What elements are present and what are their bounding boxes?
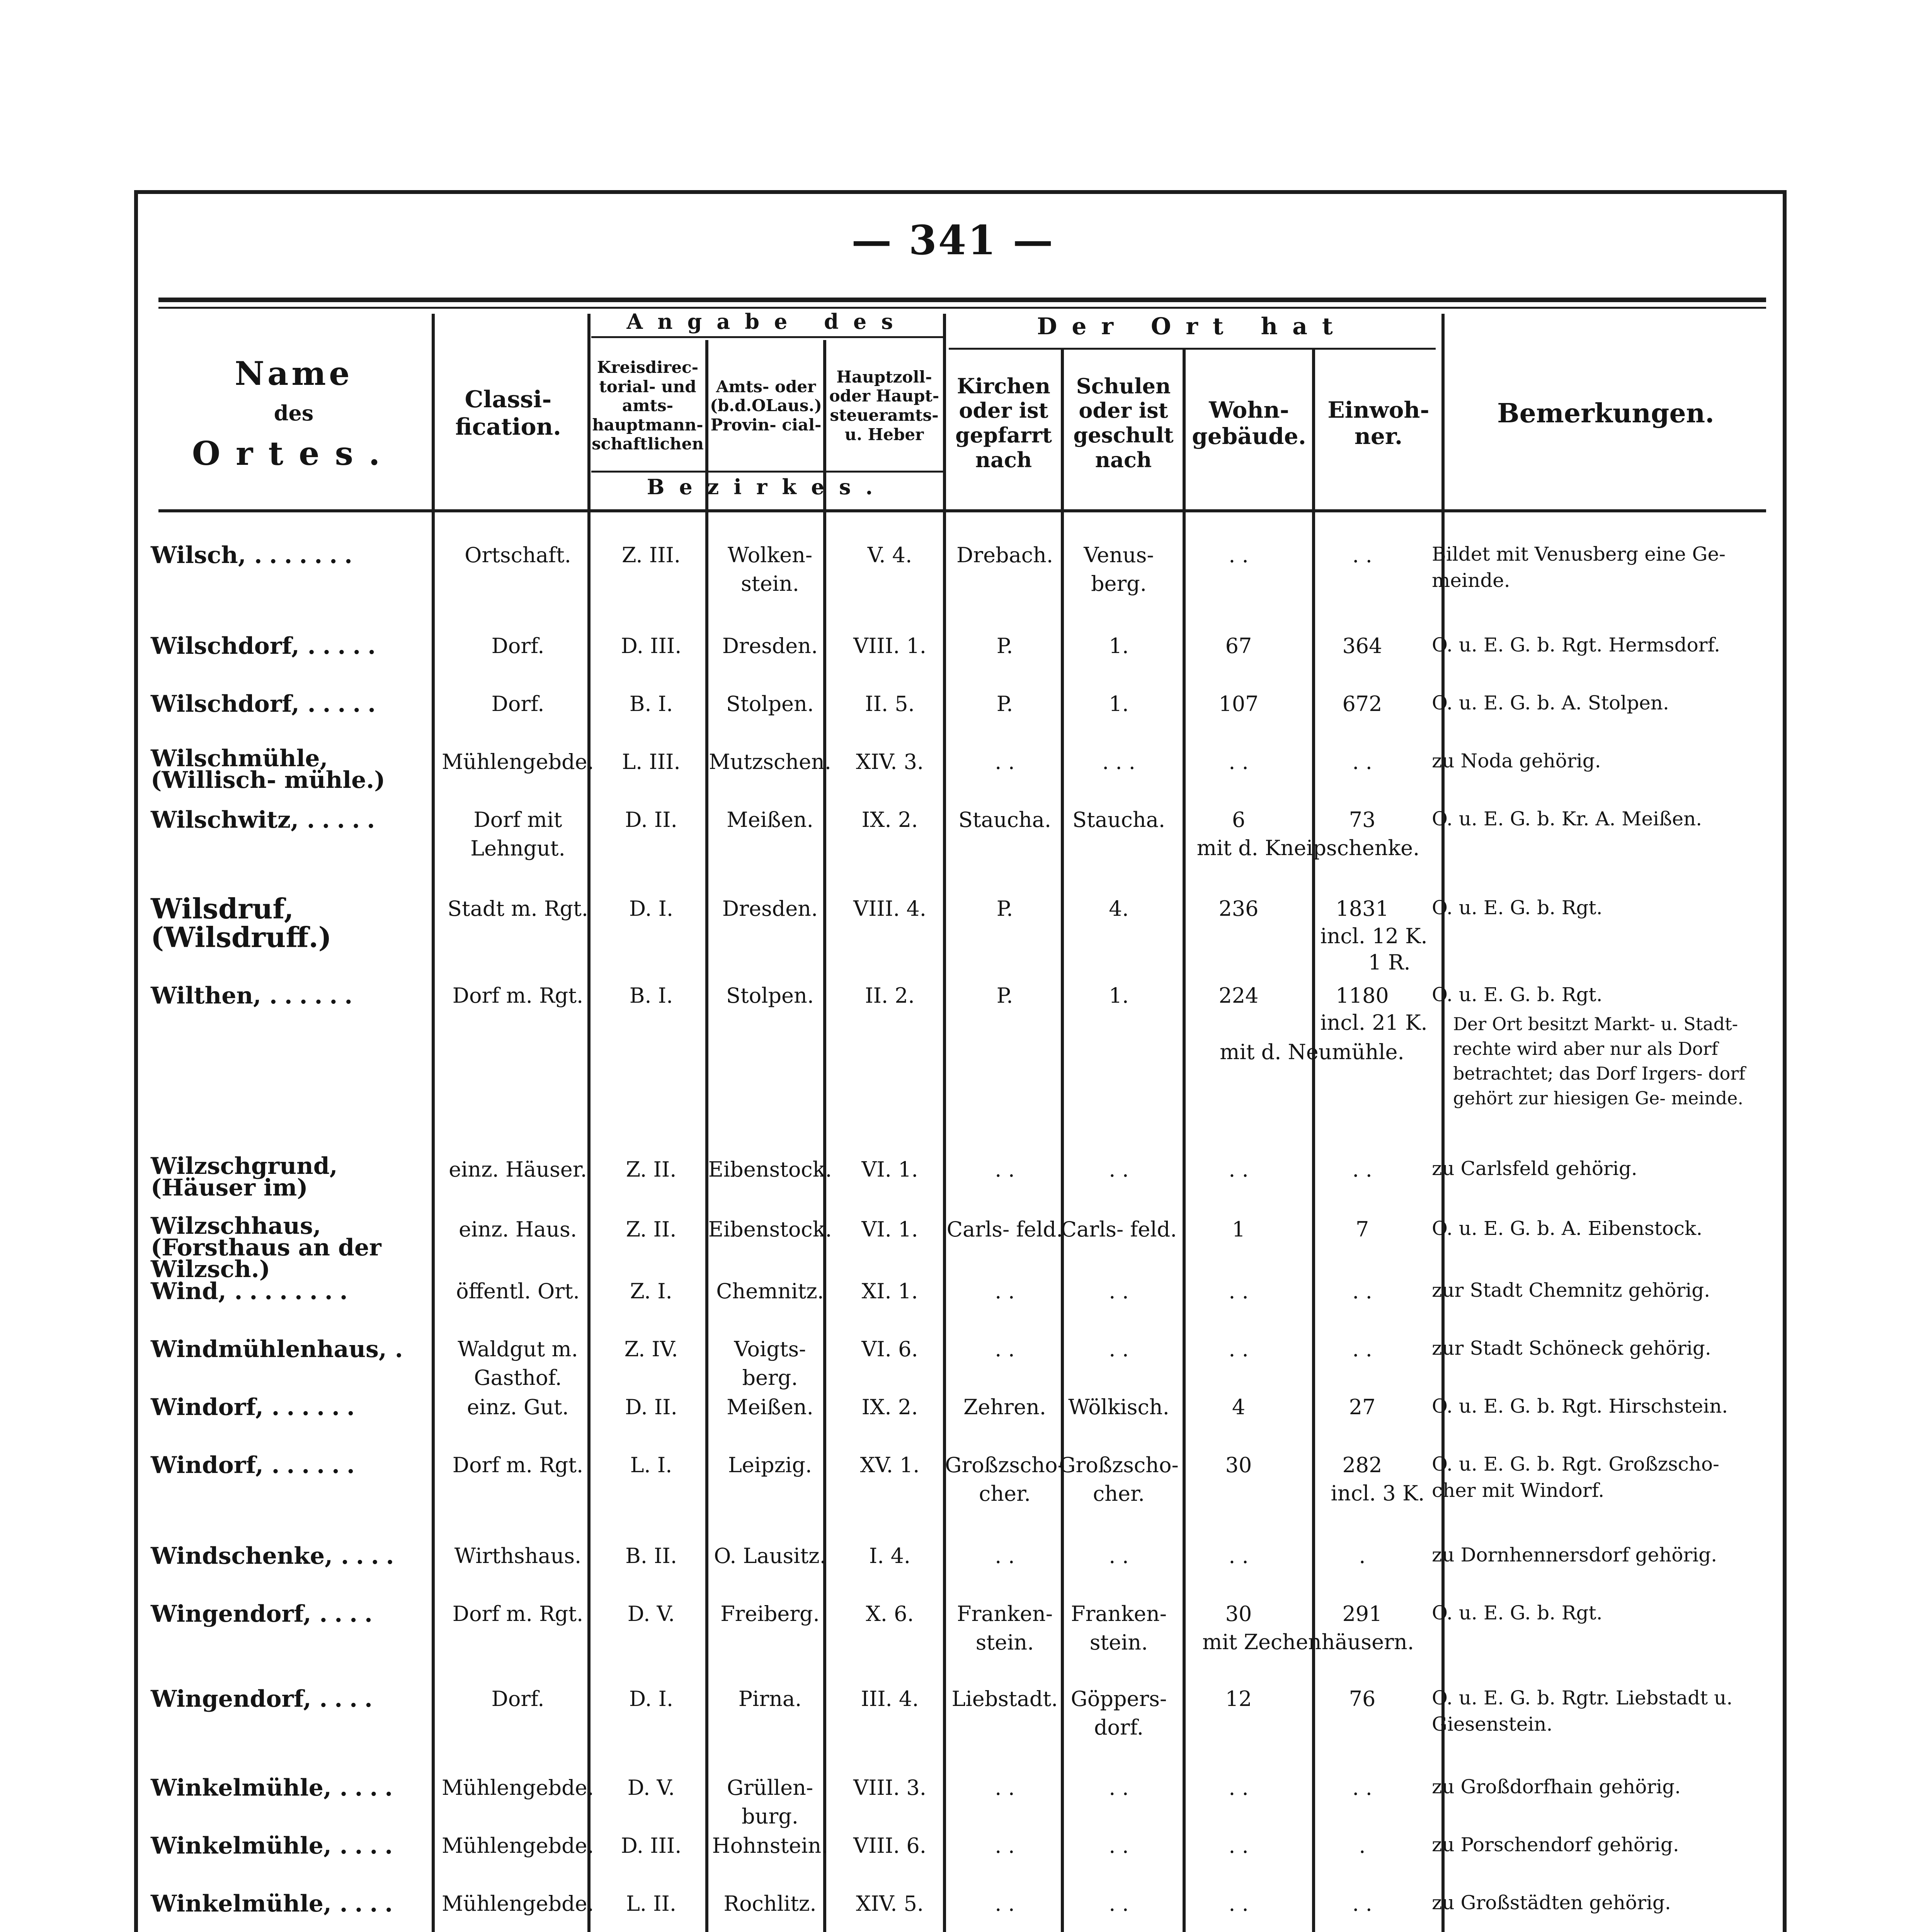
schule: . . . xyxy=(1102,750,1135,774)
remark-marktrechte: Der Ort besitzt Markt- u. Stadt- rechte wird aber nur als Dorf betrachtet; das Dorf Irgers- dorf gehört zur hiesigen Ge- meinde. xyxy=(1453,1014,1746,1109)
kreis-bezirk: L. II. xyxy=(626,1891,677,1916)
kreis-bezirk: B. II. xyxy=(625,1544,677,1568)
amt-bezirk: Meißen. xyxy=(727,808,813,832)
table-row xyxy=(147,1542,1770,1592)
place-name: Wilschmühle, (Willisch- mühle.) xyxy=(151,745,385,794)
kreis-bezirk: B. I. xyxy=(629,692,673,716)
hauptamt-bezirk: VIII. 1. xyxy=(853,634,926,658)
classification: Dorf m. Rgt. xyxy=(452,983,584,1008)
kreis-bezirk: D. I. xyxy=(629,896,674,921)
place-name: Wilschwitz, xyxy=(151,806,299,833)
einwohner: . . xyxy=(1352,1279,1372,1303)
kreis-bezirk: D. I. xyxy=(629,1687,674,1711)
header-amt: Amts- oder (b.d.OLaus.) Provin- cial- xyxy=(710,377,822,434)
hauptamt-bezirk: VI. 1. xyxy=(861,1157,918,1182)
note-incl-kirchen: incl. 12 K. xyxy=(1320,924,1428,948)
amt-bezirk: Mutzschen. xyxy=(709,750,831,774)
kirche: P. xyxy=(996,634,1013,658)
leader-dots: .... xyxy=(319,1685,379,1713)
schule: . . xyxy=(1109,1833,1129,1858)
classification: Dorf mit Lehngut. xyxy=(470,808,565,861)
place-name: Wingendorf, xyxy=(151,1600,311,1628)
page-number: — 341 — xyxy=(851,216,1055,264)
schule: Göppers- dorf. xyxy=(1070,1687,1167,1740)
leader-dots: .... xyxy=(339,1890,400,1917)
wohngebaeude: 236 xyxy=(1218,896,1259,921)
classification: Mühlengebde. xyxy=(442,1891,594,1916)
classification: einz. Häuser. xyxy=(449,1157,587,1182)
classification: Ortschaft. xyxy=(465,543,571,567)
amt-bezirk: Stolpen. xyxy=(726,692,814,716)
place-name: Wingendorf, xyxy=(151,1685,311,1713)
kirche: . . xyxy=(995,1891,1015,1916)
table-row xyxy=(147,541,1770,596)
kirche: P. xyxy=(996,692,1013,716)
schule: . . xyxy=(1109,1891,1129,1916)
table-row xyxy=(147,1155,1770,1206)
header-schule: Schulen oder ist geschult nach xyxy=(1073,373,1174,472)
kreis-bezirk: Z. IV. xyxy=(624,1337,678,1361)
kirche: Großzscho- cher. xyxy=(945,1453,1065,1506)
leader-dots: ...... xyxy=(269,982,360,1009)
note-kneipschenke: mit d. Kneipschenke. xyxy=(1196,836,1420,860)
header-ort: Der Ort hat xyxy=(1037,313,1348,340)
hauptamt-bezirk: II. 5. xyxy=(865,692,915,716)
kirche: . . xyxy=(995,1776,1015,1800)
bemerkung: zur Stadt Schöneck gehörig. xyxy=(1432,1337,1711,1359)
place-name: Windorf, xyxy=(151,1394,264,1421)
wohngebaeude: 6 xyxy=(1232,808,1246,832)
header-angabe: Angabe des xyxy=(626,309,908,334)
wohngebaeude: 67 xyxy=(1225,634,1252,658)
hauptamt-bezirk: X. 6. xyxy=(866,1602,914,1626)
bemerkung: O. u. E. G. b. Rgt. xyxy=(1432,1602,1603,1624)
wohngebaeude: 30 xyxy=(1225,1453,1252,1477)
leader-dots: ...... xyxy=(271,1394,362,1421)
ort-rule xyxy=(949,348,1436,350)
hauptamt-bezirk: III. 4. xyxy=(861,1687,919,1711)
place-name: Windschenke, xyxy=(151,1543,333,1570)
wohngebaeude: . . xyxy=(1229,1833,1249,1858)
place-name: Wilsdruf, (Wilsdruff.) xyxy=(151,892,332,954)
schule: 1. xyxy=(1109,692,1129,716)
amt-bezirk: Pirna. xyxy=(738,1687,802,1711)
header-classification: Classi- fication. xyxy=(455,386,562,440)
hauptamt-bezirk: VIII. 6. xyxy=(853,1833,926,1858)
schule: . . xyxy=(1109,1776,1129,1800)
bemerkung: Bildet mit Venusberg eine Ge- meinde. xyxy=(1432,543,1726,592)
table-row xyxy=(147,1213,1770,1283)
kirche: . . xyxy=(995,1337,1015,1361)
bemerkung: zu Großdorfhain gehörig. xyxy=(1432,1776,1681,1798)
classification: Dorf. xyxy=(491,692,545,716)
table-row xyxy=(147,1832,1770,1882)
leader-dots: .... xyxy=(340,1543,401,1570)
einwohner: . . xyxy=(1352,543,1372,567)
table-row xyxy=(147,1889,1770,1932)
place-name: Wind, xyxy=(151,1278,226,1305)
amt-bezirk: Leipzig. xyxy=(728,1453,812,1477)
classification: Mühlengebde. xyxy=(442,1833,594,1858)
table-row xyxy=(147,690,1770,740)
einwohner: 1831 xyxy=(1336,896,1389,921)
classification: Dorf m. Rgt. xyxy=(452,1453,584,1477)
amt-bezirk: Rochlitz. xyxy=(723,1891,817,1916)
wohngebaeude: . . xyxy=(1229,1776,1249,1800)
leader-dots: ........ xyxy=(234,1278,355,1305)
einwohner: 7 xyxy=(1355,1217,1369,1242)
table-row xyxy=(147,1600,1770,1655)
table-row xyxy=(147,1451,1770,1506)
bemerkung: zu Dornhennersdorf gehörig. xyxy=(1432,1544,1717,1566)
kreis-bezirk: D. V. xyxy=(627,1602,675,1626)
place-name: Wilsch, xyxy=(151,542,246,569)
kreis-bezirk: L. I. xyxy=(630,1453,672,1477)
schule: Venus- berg. xyxy=(1084,543,1154,596)
note-incl-r: 1 R. xyxy=(1368,950,1411,975)
amt-bezirk: Wolken- stein. xyxy=(727,543,813,596)
place-name: Windorf, xyxy=(151,1452,264,1479)
classification: Mühlengebde. xyxy=(442,1776,594,1800)
wohngebaeude: 224 xyxy=(1218,983,1259,1008)
table-row xyxy=(147,1774,1770,1828)
place-name: Windmühlenhaus, xyxy=(151,1336,387,1363)
schule: . . xyxy=(1109,1157,1129,1182)
classification: öffentl. Ort. xyxy=(456,1279,580,1303)
leader-dots: . xyxy=(395,1336,410,1363)
leader-dots: .... xyxy=(319,1600,379,1628)
amt-bezirk: Meißen. xyxy=(727,1395,813,1419)
amt-bezirk: Chemnitz. xyxy=(716,1279,824,1303)
schule: Staucha. xyxy=(1072,808,1166,832)
table-row xyxy=(147,1335,1770,1390)
table-row xyxy=(147,1393,1770,1443)
kirche: Drebach. xyxy=(956,543,1053,567)
schule: 1. xyxy=(1109,983,1129,1008)
amt-bezirk: Eibenstock. xyxy=(708,1217,832,1242)
einwohner: 73 xyxy=(1349,808,1376,832)
einwohner: 282 xyxy=(1342,1453,1382,1477)
table-row xyxy=(147,806,1770,861)
bemerkung: O. u. E. G. b. Rgtr. Liebstadt u. Giesenstein. xyxy=(1432,1687,1733,1735)
amt-bezirk: Stolpen. xyxy=(726,983,814,1008)
kirche: . . xyxy=(995,750,1015,774)
bemerkung: O. u. E. G. b. Kr. A. Meißen. xyxy=(1432,808,1702,830)
amt-bezirk: Hohnstein. xyxy=(712,1833,828,1858)
wohngebaeude: 1 xyxy=(1232,1217,1246,1242)
einwohner: 291 xyxy=(1342,1602,1382,1626)
schule: Franken- stein. xyxy=(1071,1602,1167,1655)
einwohner: . . xyxy=(1352,1891,1372,1916)
wohngebaeude: . . xyxy=(1229,1544,1249,1568)
amt-bezirk: O. Lausitz. xyxy=(714,1544,826,1568)
note-neumuehle: mit d. Neumühle. xyxy=(1220,1040,1404,1064)
bemerkung: zu Porschendorf gehörig. xyxy=(1432,1833,1679,1856)
hauptamt-bezirk: VI. 6. xyxy=(861,1337,918,1361)
header-haupt: Hauptzoll- oder Haupt- steueramts- u. Heber xyxy=(829,367,939,444)
schule: 4. xyxy=(1109,896,1129,921)
header-name xyxy=(162,332,425,495)
leader-dots: ....... xyxy=(254,542,359,569)
hauptamt-bezirk: V. 4. xyxy=(867,543,912,567)
amt-bezirk: Freiberg. xyxy=(720,1602,820,1626)
place-name: Wilschdorf, xyxy=(151,690,300,718)
table-row xyxy=(147,632,1770,682)
hauptamt-bezirk: VIII. 4. xyxy=(853,896,926,921)
schule: Großzscho- cher. xyxy=(1059,1453,1179,1506)
classification: einz. Gut. xyxy=(467,1395,569,1419)
place-name: Wilschdorf, xyxy=(151,633,300,660)
bezirkes-rule xyxy=(591,471,943,473)
header-wohn: Wohn- gebäude. xyxy=(1192,396,1306,449)
einwohner: 27 xyxy=(1349,1395,1376,1419)
wohngebaeude: . . xyxy=(1229,1337,1249,1361)
hauptamt-bezirk: II. 2. xyxy=(865,983,915,1008)
kirche: . . xyxy=(995,1833,1015,1858)
schule: 1. xyxy=(1109,634,1129,658)
kreis-bezirk: D. II. xyxy=(625,808,677,832)
einwohner: 672 xyxy=(1342,692,1382,716)
wohngebaeude: 12 xyxy=(1225,1687,1252,1711)
bemerkung: O. u. E. G. b. Rgt. Hermsdorf. xyxy=(1432,634,1721,656)
amt-bezirk: Grüllen- burg. xyxy=(727,1776,813,1828)
wohngebaeude: . . xyxy=(1229,1279,1249,1303)
wohngebaeude: 4 xyxy=(1232,1395,1246,1419)
table-row xyxy=(147,892,1770,954)
classification: einz. Haus. xyxy=(459,1217,577,1242)
schule: Carls- feld. xyxy=(1060,1217,1177,1242)
einwohner: . . xyxy=(1352,1776,1372,1800)
leader-dots: .... xyxy=(339,1832,400,1859)
einwohner: . xyxy=(1359,1833,1366,1858)
hauptamt-bezirk: VIII. 3. xyxy=(853,1776,926,1800)
kreis-bezirk: D. V. xyxy=(627,1776,675,1800)
kirche: . . xyxy=(995,1279,1015,1303)
einwohner: . xyxy=(1359,1544,1366,1568)
schule: . . xyxy=(1109,1337,1129,1361)
einwohner: 76 xyxy=(1349,1687,1376,1711)
kirche: . . xyxy=(995,1157,1015,1182)
kirche: . . xyxy=(995,1544,1015,1568)
bemerkung: O. u. E. G. b. Rgt. Hirschstein. xyxy=(1432,1395,1728,1417)
bemerkung: zu Noda gehörig. xyxy=(1432,750,1601,772)
hauptamt-bezirk: IX. 2. xyxy=(861,1395,918,1419)
place-name: Wilzschgrund, (Häuser im) xyxy=(151,1153,338,1201)
einwohner: . . xyxy=(1352,1337,1372,1361)
kirche: Staucha. xyxy=(958,808,1052,832)
header-bottom-rule xyxy=(158,509,1766,512)
leader-dots: ..... xyxy=(306,806,382,833)
hauptamt-bezirk: IX. 2. xyxy=(861,808,918,832)
bemerkung: O. u. E. G. b. A. Eibenstock. xyxy=(1432,1217,1703,1240)
einwohner: . . xyxy=(1352,1157,1372,1182)
kreis-bezirk: D. III. xyxy=(621,1833,682,1858)
kirche: Franken- stein. xyxy=(957,1602,1053,1655)
place-name: Winkelmühle, xyxy=(151,1890,332,1917)
hauptamt-bezirk: XIV. 5. xyxy=(856,1891,924,1916)
bemerkung: O. u. E. G. b. Rgt. xyxy=(1432,896,1603,919)
bemerkung: zur Stadt Chemnitz gehörig. xyxy=(1432,1279,1710,1301)
classification: Dorf. xyxy=(491,1687,545,1711)
place-name: Winkelmühle, xyxy=(151,1832,332,1859)
header-name-2: des xyxy=(274,401,314,426)
kreis-bezirk: Z. III. xyxy=(621,543,681,567)
kreis-bezirk: L. III. xyxy=(622,750,681,774)
bemerkung: zu Carlsfeld gehörig. xyxy=(1432,1157,1637,1180)
classification: Wirthshaus. xyxy=(454,1544,582,1568)
bemerkung: O. u. E. G. b. A. Stolpen. xyxy=(1432,692,1669,714)
place-name: Winkelmühle, xyxy=(151,1774,332,1801)
einwohner: 364 xyxy=(1342,634,1382,658)
schule: . . xyxy=(1109,1279,1129,1303)
place-name: Wilzschhaus, (Forsthaus an der Wilzsch.) xyxy=(151,1213,381,1283)
hauptamt-bezirk: VI. 1. xyxy=(861,1217,918,1242)
top-rule-thick xyxy=(158,298,1766,302)
kreis-bezirk: Z. II. xyxy=(626,1157,677,1182)
einwohner: 1180 xyxy=(1336,983,1389,1008)
amt-bezirk: Dresden. xyxy=(722,896,818,921)
wohngebaeude: . . xyxy=(1229,543,1249,567)
header-kirche: Kirchen oder ist gepfarrt nach xyxy=(955,373,1052,472)
hauptamt-bezirk: I. 4. xyxy=(869,1544,911,1568)
einwohner: . . xyxy=(1352,750,1372,774)
place-name: Wilthen, xyxy=(151,982,261,1009)
wohngebaeude: . . xyxy=(1229,750,1249,774)
schule: . . xyxy=(1109,1544,1129,1568)
header-name-3: Ortes. xyxy=(192,434,396,473)
note-zechenhaeusern: mit Zechenhäusern. xyxy=(1202,1630,1414,1654)
kirche: P. xyxy=(996,896,1013,921)
header-kreis: Kreisdirec- torial- und amts- hauptmann- schaftlichen xyxy=(592,358,704,454)
leader-dots: ..... xyxy=(307,633,383,660)
wohngebaeude: . . xyxy=(1229,1157,1249,1182)
classification: Waldgut m. Gasthof. xyxy=(458,1337,578,1390)
bemerkung: zu Großstädten gehörig. xyxy=(1432,1891,1671,1914)
table-row xyxy=(147,1685,1770,1740)
angabe-rule xyxy=(591,336,943,338)
classification: Dorf. xyxy=(491,634,545,658)
hauptamt-bezirk: XV. 1. xyxy=(860,1453,920,1477)
kreis-bezirk: D. II. xyxy=(625,1395,677,1419)
kirche: P. xyxy=(996,983,1013,1008)
leader-dots: ..... xyxy=(307,690,383,718)
amt-bezirk: Voigts- berg. xyxy=(734,1337,806,1390)
kreis-bezirk: Z. I. xyxy=(630,1279,672,1303)
leader-dots: .... xyxy=(339,1774,400,1801)
kreis-bezirk: B. I. xyxy=(629,983,673,1008)
leader-dots: ...... xyxy=(271,1452,362,1479)
kreis-bezirk: Z. II. xyxy=(626,1217,677,1242)
header-name-1: Name xyxy=(235,354,353,393)
wohngebaeude: 107 xyxy=(1218,692,1259,716)
classification: Stadt m. Rgt. xyxy=(448,896,588,921)
hauptamt-bezirk: XI. 1. xyxy=(861,1279,918,1303)
classification: Dorf m. Rgt. xyxy=(452,1602,584,1626)
header-bemerkungen: Bemerkungen. xyxy=(1497,398,1714,429)
amt-bezirk: Dresden. xyxy=(722,634,818,658)
schule: Wölkisch. xyxy=(1068,1395,1169,1419)
table-row xyxy=(147,1277,1770,1327)
kirche: Zehren. xyxy=(963,1395,1046,1419)
bemerkung: O. u. E. G. b. Rgt. Großzscho- cher mit Windorf. xyxy=(1432,1453,1719,1502)
note-incl-kirchen: incl. 21 K. xyxy=(1320,1010,1428,1035)
header-einw: Einwoh- ner. xyxy=(1327,396,1430,449)
kirche: Liebstadt. xyxy=(951,1687,1058,1711)
kirche: Carls- feld. xyxy=(946,1217,1063,1242)
classification: Mühlengebde. xyxy=(442,750,594,774)
top-rule-thin xyxy=(158,307,1766,309)
note-incl-kirchen: incl. 3 K. xyxy=(1331,1481,1425,1505)
amt-bezirk: Eibenstock. xyxy=(708,1157,832,1182)
hauptamt-bezirk: XIV. 3. xyxy=(856,750,924,774)
bemerkung: O. u. E. G. b. Rgt. xyxy=(1432,983,1603,1006)
wohngebaeude: 30 xyxy=(1225,1602,1252,1626)
kreis-bezirk: D. III. xyxy=(621,634,682,658)
header-bezirkes: Bezirkes. xyxy=(647,474,888,499)
wohngebaeude: . . xyxy=(1229,1891,1249,1916)
table-row xyxy=(147,745,1770,798)
